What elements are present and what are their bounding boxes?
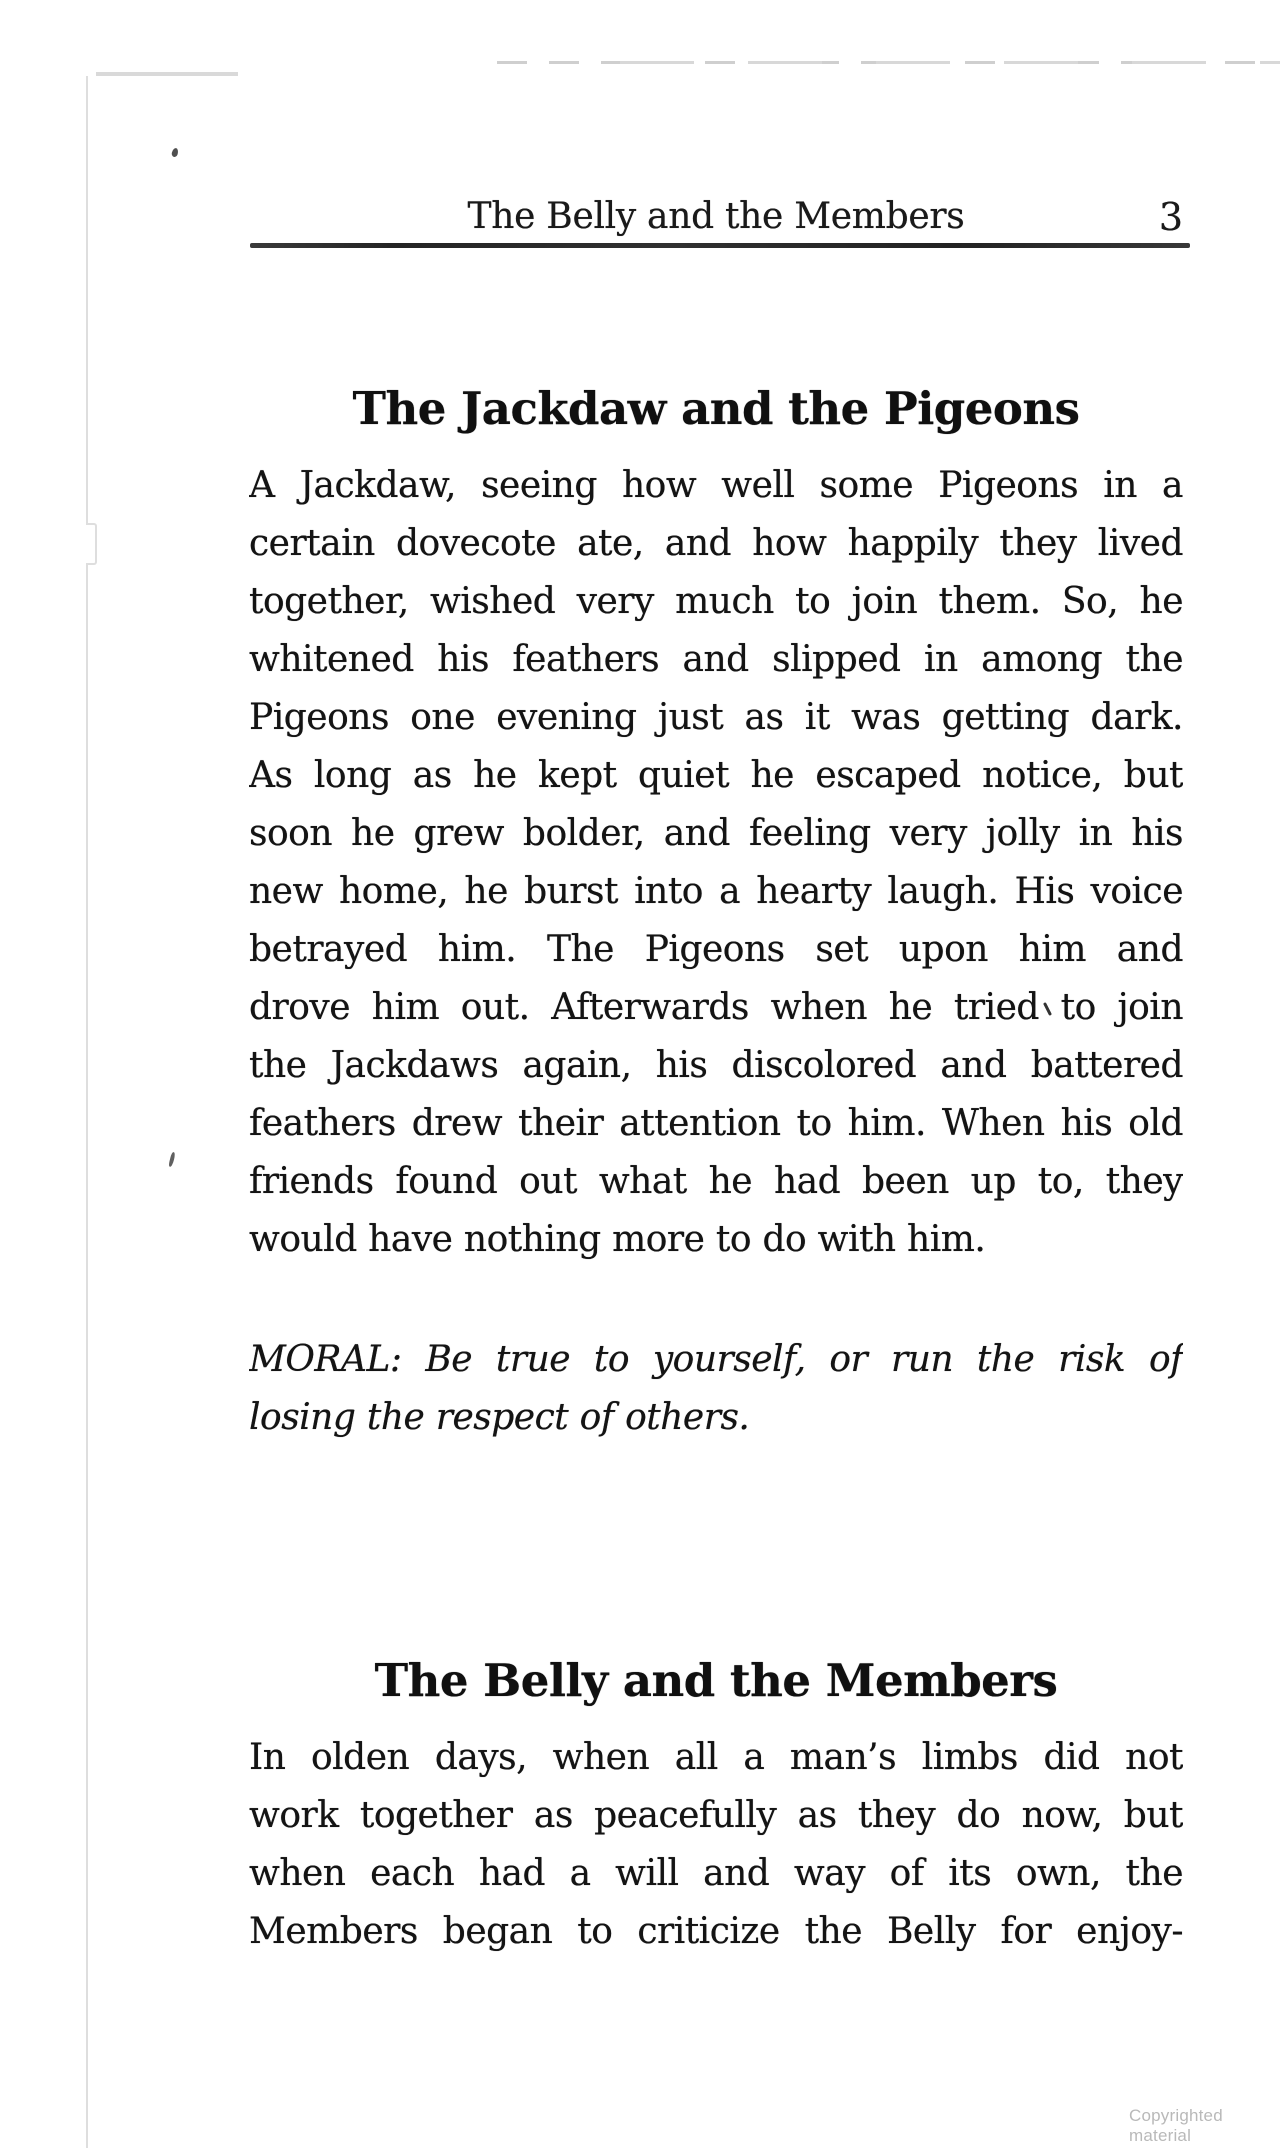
text-line: As long as he kept quiet he escaped notice, but [249, 755, 1183, 796]
text-line: soon he grew bolder, and feeling very jolly in his [249, 813, 1183, 854]
text-line: In olden days, when all a man’s limbs did not [249, 1737, 1183, 1778]
text-line: would have nothing more to do with him. [249, 1219, 986, 1260]
text-line: the Jackdaws again, his discolored and battered [249, 1045, 1183, 1086]
text-line: betrayed him. The Pigeons set upon him and [249, 929, 1183, 970]
ink-speck [171, 147, 179, 157]
story-title-jackdaw: The Jackdaw and the Pigeons [352, 382, 1080, 435]
text-line: work together as peacefully as they do now, but [249, 1795, 1183, 1836]
text-line: together, wished very much to join them. So, he [249, 581, 1183, 622]
text-line: friends found out what he had been up to, they [249, 1161, 1183, 1202]
scan-edge-top-dashed-line-2 [620, 61, 1280, 64]
story-jackdaw-moral [249, 1331, 1183, 1447]
text-line: Pigeons one evening just as it was getting dark. [249, 697, 1183, 738]
scan-edge-left-line-lower [86, 563, 88, 2148]
moral-line: MORAL: Be true to yourself, or run the risk of [249, 1339, 1183, 1380]
text-line: drove him out. Afterwards when he tried to join [249, 987, 1183, 1028]
text-line: A Jackdaw, seeing how well some Pigeons in a [249, 465, 1183, 506]
scan-edge-top-left-segment [96, 72, 238, 76]
story-title-belly: The Belly and the Members [374, 1654, 1058, 1707]
text-line: certain dovecote ate, and how happily they lived [249, 523, 1183, 564]
page-number: 3 [1158, 195, 1183, 239]
text-line: feathers drew their attention to him. When his old [249, 1103, 1183, 1144]
copyright-watermark: Copyrighted material [1129, 2106, 1223, 2145]
header-rule [250, 243, 1190, 248]
story-belly-paragraph [249, 1729, 1183, 1961]
scan-edge-left-notch [86, 523, 97, 565]
text-line: whitened his feathers and slipped in among the [249, 639, 1183, 680]
scan-edge-left-line-upper [86, 76, 88, 523]
text-line: when each had a will and way of its own, the [249, 1853, 1183, 1894]
story-jackdaw-paragraph [249, 457, 1183, 1269]
stray-quote-mark [168, 1152, 176, 1168]
moral-line: losing the respect of others. [249, 1397, 750, 1438]
text-line: new home, he burst into a hearty laugh. His voice [249, 871, 1183, 912]
running-header-title: The Belly and the Members [467, 196, 965, 237]
text-line: Members began to criticize the Belly for enjoy- [249, 1911, 1183, 1952]
